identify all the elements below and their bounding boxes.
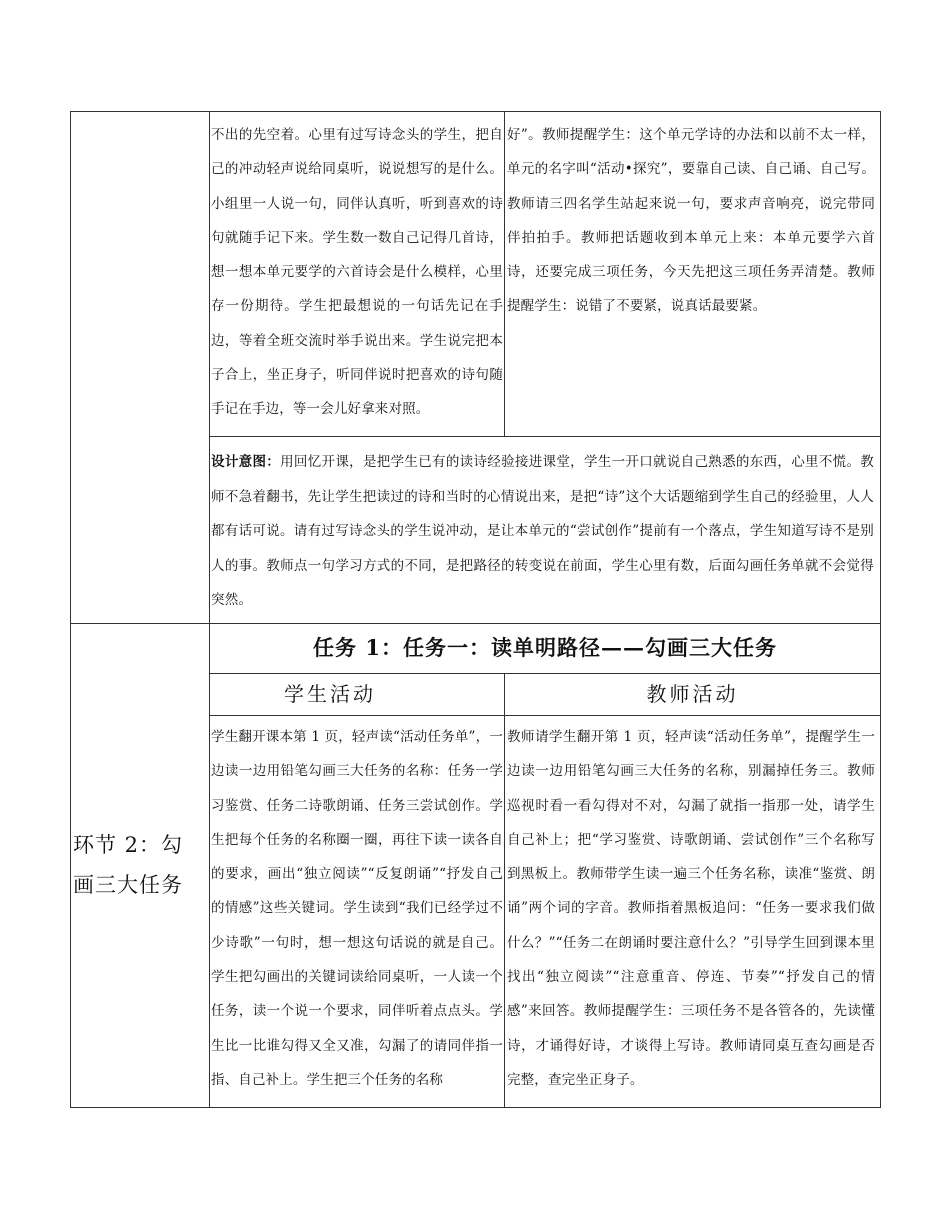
design-intent [211, 445, 874, 621]
stage-label: 环节 2：勾画三大任务 [73, 833, 184, 897]
student-activity-header: 学生活动 [284, 682, 376, 706]
teacher-activity-text: 教师请学生翻开第 1 页，轻声读“活动任务单”，提醒学生一边读一边用铅笔勾画三大任务的名称，别漏掉任务三。教师巡视时看一看勾得对不对，勾漏了就指一指那一处，请学生自己补上；把“学习鉴赏、诗歌朗诵、尝试创作”三个名称写到黑板上。教师带学生读一遍三个任务名称，读准“鉴赏、朗诵”两个词的字音。教师指着黑板追问：“任务一要求我们做什么？”“任务二在朗诵时要注意什么？”引导学生回到课本里找出“独立阅读”“注意重音、停连、节奏”“抒发自己的情感”来回答。教师提醒学生：三项任务不是各管各的，先读懂诗，才诵得好诗，才谈得上写诗。教师请同桌互查勾画是否完整，查完坐正身子。 [507, 729, 875, 1088]
task-title: 任务 1：任务一：读单明路径——勾画三大任务 [313, 635, 777, 660]
student-activity-continued: 不出的先空着。心里有过写诗念头的学生，把自己的冲动轻声说给同桌听，说说想写的是什么。小组里一人说一句，同伴认真听，听到喜欢的诗句就随手记下来。学生数一数自己记得几首诗，想一想本单元要学的六首诗会是什么模样，心里存一份期待。学生把最想说的一句话先记在手边，等着全班交流时举手说出来。学生说完把本子合上，坐正身子，听同伴说时把喜欢的诗句随手记在手边，等一会儿好拿来对照。 [211, 127, 503, 418]
divider-row-stage [71, 623, 880, 624]
divider-row-content [209, 715, 880, 716]
divider-activity-bottom [504, 673, 505, 1107]
divider-row-design [209, 436, 880, 437]
design-intent-text: 用回忆开课，是把学生已有的读诗经验接进课堂，学生一开口就说自己熟悉的东西，心里不慌。教师不急着翻书，先让学生把读过的诗和当时的心情说出来，是把“诗”这个大话题缩到学生自己的经验里，人人都有话可说。请有过写诗念头的学生说冲动，是让本单元的“尝试创作”提前有一个落点，学生知道写诗不是别人的事。教师点一句学习方式的不同，是把路径的转变说在前面，学生心里有数，后面勾画任务单就不会觉得突然。 [211, 454, 874, 609]
teacher-activity-continued: 好”。教师提醒学生：这个单元学诗的办法和以前不太一样，单元的名字叫“活动•探究”，要靠自己读、自己诵、自己写。教师请三四名学生站起来说一句，要求声音响亮，说完带同伴拍拍手。教师把话题收到本单元上来：本单元要学六首诗，还要完成三项任务，今天先把这三项任务弄清楚。教师提醒学生：说错了不要紧，说真话最要紧。 [507, 127, 875, 315]
student-activity-text: 学生翻开课本第 1 页，轻声读“活动任务单”，一边读一边用铅笔勾画三大任务的名称：任务一学习鉴赏、任务二诗歌朗诵、任务三尝试创作。学生把每个任务的名称圈一圈，再往下读一读各自的要求，画出“独立阅读”“反复朗诵”“抒发自己的情感”这些关键词。学生读到“我们已经学过不少诗歌”一句时，想一想这句话说的就是自己。学生把勾画出的关键词读给同桌听，一人读一个任务，读一个说一个要求，同伴听着点点头。学生比一比谁勾得又全又准，勾漏了的请同伴指一指、自己补上。学生把三个任务的名称 [211, 729, 503, 1088]
divider-stage-column [209, 112, 210, 1107]
divider-activity-top [504, 112, 505, 436]
design-intent-label: 设计意图： [211, 454, 281, 470]
teacher-activity-header: 教师活动 [646, 682, 739, 706]
lesson-plan-table [70, 111, 881, 1108]
